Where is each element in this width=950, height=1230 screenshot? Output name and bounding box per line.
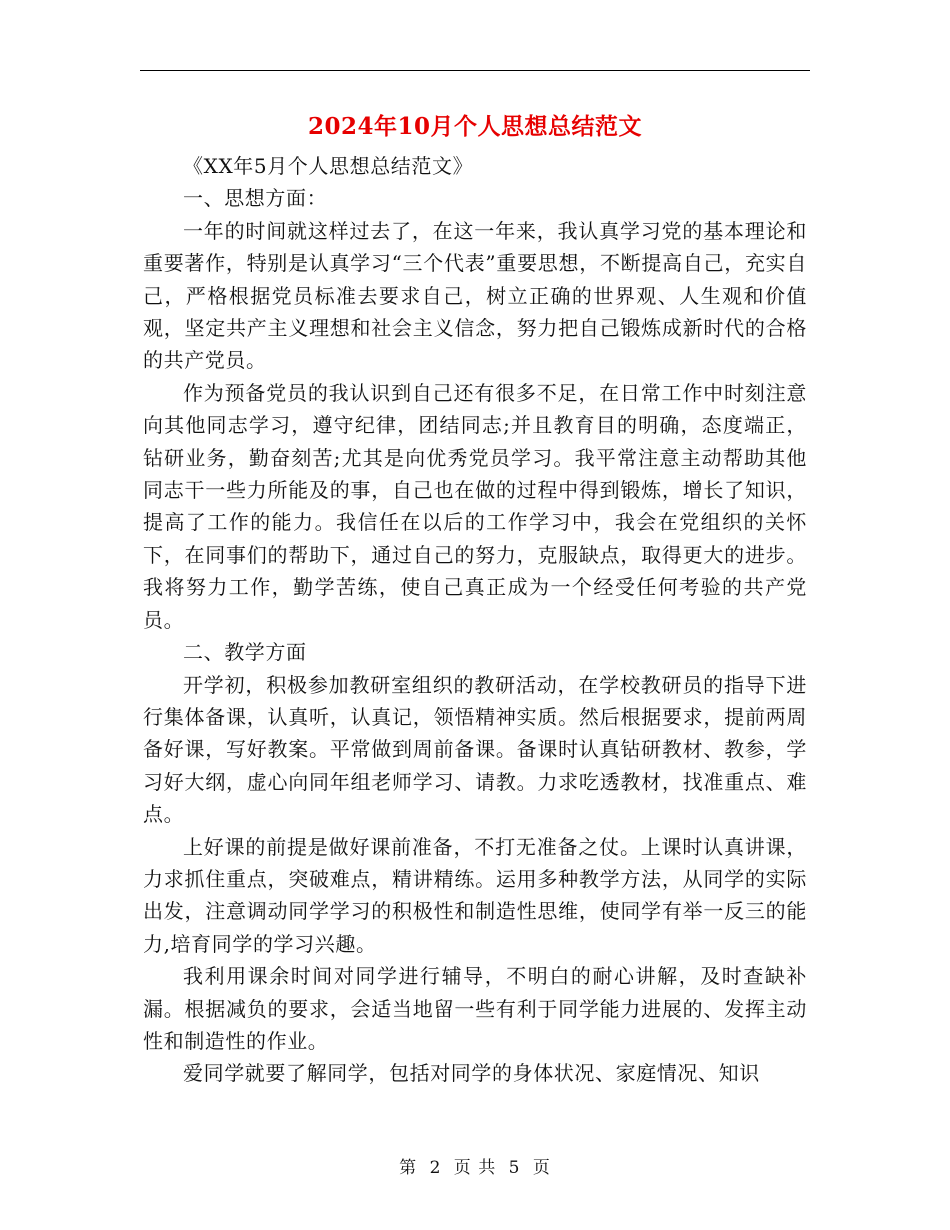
header-rule: [140, 70, 810, 71]
paragraph: 一年的时间就这样过去了，在这一年来，我认真学习党的基本理论和重要著作，特别是认真学习“三个代表”重要思想，不断提高自己，充实自己，严格根据党员标准去要求自己，树立正确的世界观、人生观和价值观，坚定共产主义理想和社会主义信念，努力把自己锻炼成新时代的合格的共产党员。: [143, 218, 807, 373]
paragraph: 开学初，积极参加教研室组织的教研活动，在学校教研员的指导下进行集体备课，认真听，认真记，领悟精神实质。然后根据要求，提前两周备好课，写好教案。平常做到周前备课。备课时认真钻研教材、教参，学习好大纲，虚心向同年组老师学习、请教。力求吃透教材，找准重点、难点。: [143, 672, 807, 827]
section-heading-teaching: 二、教学方面: [183, 640, 307, 665]
footer-total-pages: 5: [508, 1158, 521, 1178]
paragraph: 作为预备党员的我认识到自己还有很多不足，在日常工作中时刻注意向其他同志学习，遵守纪律，团结同志;并且教育目的明确，态度端正，钻研业务，勤奋刻苦;尤其是向优秀党员学习。我平常注意主动帮助其他同志干一些力所能及的事，自己也在做的过程中得到锻炼，增长了知识，提高了工作的能力。我信任在以后的工作学习中，我会在党组织的关怀下，在同事们的帮助下，通过自己的努力，克服缺点，取得更大的进步。我将努力工作，勤学苦练，使自己真正成为一个经受任何考验的共产党员。: [143, 380, 807, 632]
page-footer: [140, 1153, 810, 1178]
footer-suffix: 页: [532, 1158, 551, 1178]
document-body: [143, 150, 807, 1090]
paragraph: 我利用课余时间对同学进行辅导，不明白的耐心讲解，及时查缺补漏。根据减负的要求，会适当地留一些有利于同学能力进展的、发挥主动性和制造性的作业。: [143, 964, 807, 1053]
footer-middle: 页 共: [453, 1158, 497, 1178]
footer-current-page: 2: [429, 1158, 442, 1178]
paragraph: 爱同学就要了解同学，包括对同学的身体状况、家庭情况、知识: [183, 1061, 760, 1086]
document-title: 2024年10月个人思想总结范文: [307, 113, 643, 140]
section-heading-thought: 一、思想方面：: [183, 186, 328, 211]
paragraph: 上好课的前提是做好课前准备，不打无准备之仗。上课时认真讲课，力求抓住重点，突破难点，精讲精练。运用多种教学方法，从同学的实际出发，注意调动同学学习的积极性和制造性思维，使同学有举一反三的能力,培育同学的学习兴趣。: [143, 834, 807, 956]
footer-prefix: 第: [399, 1158, 418, 1178]
paragraph-source-title: 《XX年5月个人思想总结范文》: [183, 154, 474, 178]
